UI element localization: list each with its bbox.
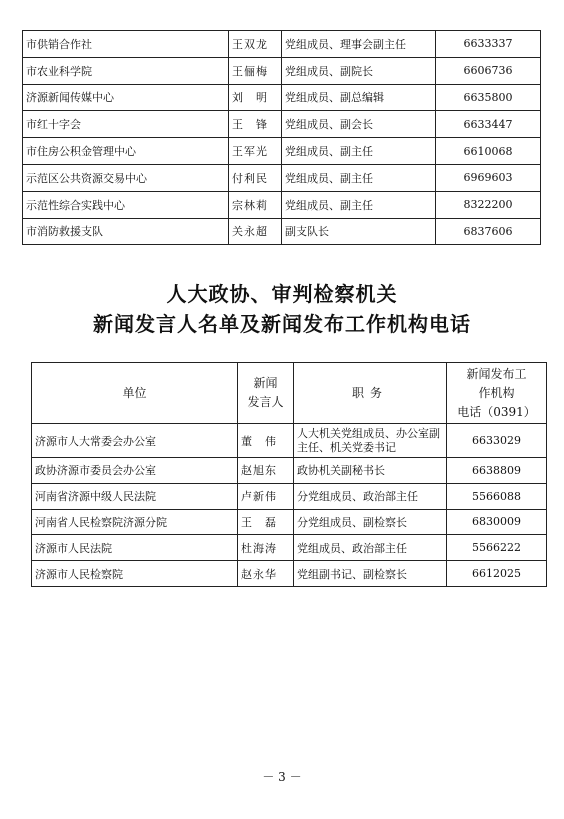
spokesperson-cell: 刘 明 [229, 84, 282, 111]
phone-cell: 6633029 [447, 424, 547, 458]
table-row [32, 483, 547, 509]
phone-cell: 8322200 [436, 191, 541, 218]
unit-cell: 济源市人民法院 [32, 535, 238, 561]
position-cell: 党组成员、副院长 [282, 57, 436, 84]
phone-cell: 6969603 [436, 164, 541, 191]
table-row [32, 424, 547, 458]
spokesperson-header-line2: 发言人 [247, 395, 284, 409]
table-row [23, 84, 541, 111]
phone-header-line2: 作机构 [478, 385, 515, 400]
table-row [32, 535, 547, 561]
spokesperson-cell: 卢新伟 [238, 483, 294, 509]
position-cell: 党组成员、政治部主任 [294, 535, 447, 561]
section-title-line2: 新闻发言人名单及新闻发布工作机构电话 [93, 312, 471, 336]
unit-cell: 政协济源市委员会办公室 [32, 458, 238, 484]
spokesperson-cell: 王军光 [229, 138, 282, 165]
phone-cell: 6635800 [436, 84, 541, 111]
position-cell: 人大机关党组成员、办公室副主任、机关党委书记 [294, 424, 447, 458]
position-cell: 政协机关副秘书长 [294, 458, 447, 484]
position-cell: 分党组成员、副检察长 [294, 509, 447, 535]
position-cell: 党组成员、副主任 [282, 164, 436, 191]
phone-header-line3: 电话（0391） [457, 404, 536, 419]
judicial-spokesperson-table [31, 362, 547, 587]
spokesperson-cell: 王 磊 [238, 509, 294, 535]
table-row [23, 57, 541, 84]
phone-header-line1: 新闻发布工 [466, 366, 527, 381]
unit-cell: 河南省济源中级人民法院 [32, 483, 238, 509]
spokesperson-cell: 王俪梅 [229, 57, 282, 84]
phone-header [447, 363, 547, 424]
unit-cell: 示范区公共资源交易中心 [23, 164, 229, 191]
unit-cell: 济源新闻传媒中心 [23, 84, 229, 111]
position-cell: 党组成员、副会长 [282, 111, 436, 138]
phone-cell: 6837606 [436, 218, 541, 245]
table-row [23, 111, 541, 138]
phone-cell: 6633337 [436, 31, 541, 58]
unit-cell: 市消防救援支队 [23, 218, 229, 245]
position-cell: 党组成员、理事会副主任 [282, 31, 436, 58]
phone-cell: 5566222 [447, 535, 547, 561]
spokesperson-cell: 关永超 [229, 218, 282, 245]
table-header-row [32, 363, 547, 424]
unit-cell: 市住房公积金管理中心 [23, 138, 229, 165]
phone-cell: 6612025 [447, 561, 547, 587]
unit-cell: 示范性综合实践中心 [23, 191, 229, 218]
unit-cell: 市供销合作社 [23, 31, 229, 58]
table-row [32, 509, 547, 535]
unit-cell: 市农业科学院 [23, 57, 229, 84]
unit-cell: 济源市人大常委会办公室 [32, 424, 238, 458]
table-row [23, 164, 541, 191]
table-row [23, 31, 541, 58]
table-row [23, 138, 541, 165]
spokesperson-cell: 宗林莉 [229, 191, 282, 218]
position-cell: 党组副书记、副检察长 [294, 561, 447, 587]
spokesperson-cell: 杜海涛 [238, 535, 294, 561]
spokesperson-cell: 王 锋 [229, 111, 282, 138]
position-cell: 分党组成员、政治部主任 [294, 483, 447, 509]
position-cell: 党组成员、副主任 [282, 191, 436, 218]
phone-cell: 6610068 [436, 138, 541, 165]
spokesperson-table-continued [22, 30, 541, 245]
spokesperson-cell: 付利民 [229, 164, 282, 191]
unit-cell: 济源市人民检察院 [32, 561, 238, 587]
spokesperson-cell: 赵永华 [238, 561, 294, 587]
table-row [23, 218, 541, 245]
phone-cell: 6633447 [436, 111, 541, 138]
table-row [32, 561, 547, 587]
spokesperson-header [238, 363, 294, 424]
spokesperson-cell: 王双龙 [229, 31, 282, 58]
phone-cell: 5566088 [447, 483, 547, 509]
unit-cell: 河南省人民检察院济源分院 [32, 509, 238, 535]
table-row [32, 458, 547, 484]
page-number: － 3 － [262, 770, 302, 784]
section-title-line1: 人大政协、审判检察机关 [166, 282, 398, 306]
spokesperson-cell: 赵旭东 [238, 458, 294, 484]
position-cell: 副支队长 [282, 218, 436, 245]
phone-cell: 6606736 [436, 57, 541, 84]
spokesperson-cell: 董 伟 [238, 424, 294, 458]
phone-cell: 6830009 [447, 509, 547, 535]
phone-cell: 6638809 [447, 458, 547, 484]
unit-cell: 市红十字会 [23, 111, 229, 138]
position-header: 职务 [294, 363, 447, 424]
position-cell: 党组成员、副总编辑 [282, 84, 436, 111]
unit-header: 单位 [32, 363, 238, 424]
position-cell: 党组成员、副主任 [282, 138, 436, 165]
spokesperson-header-line1: 新闻 [253, 376, 278, 390]
table-row [23, 191, 541, 218]
